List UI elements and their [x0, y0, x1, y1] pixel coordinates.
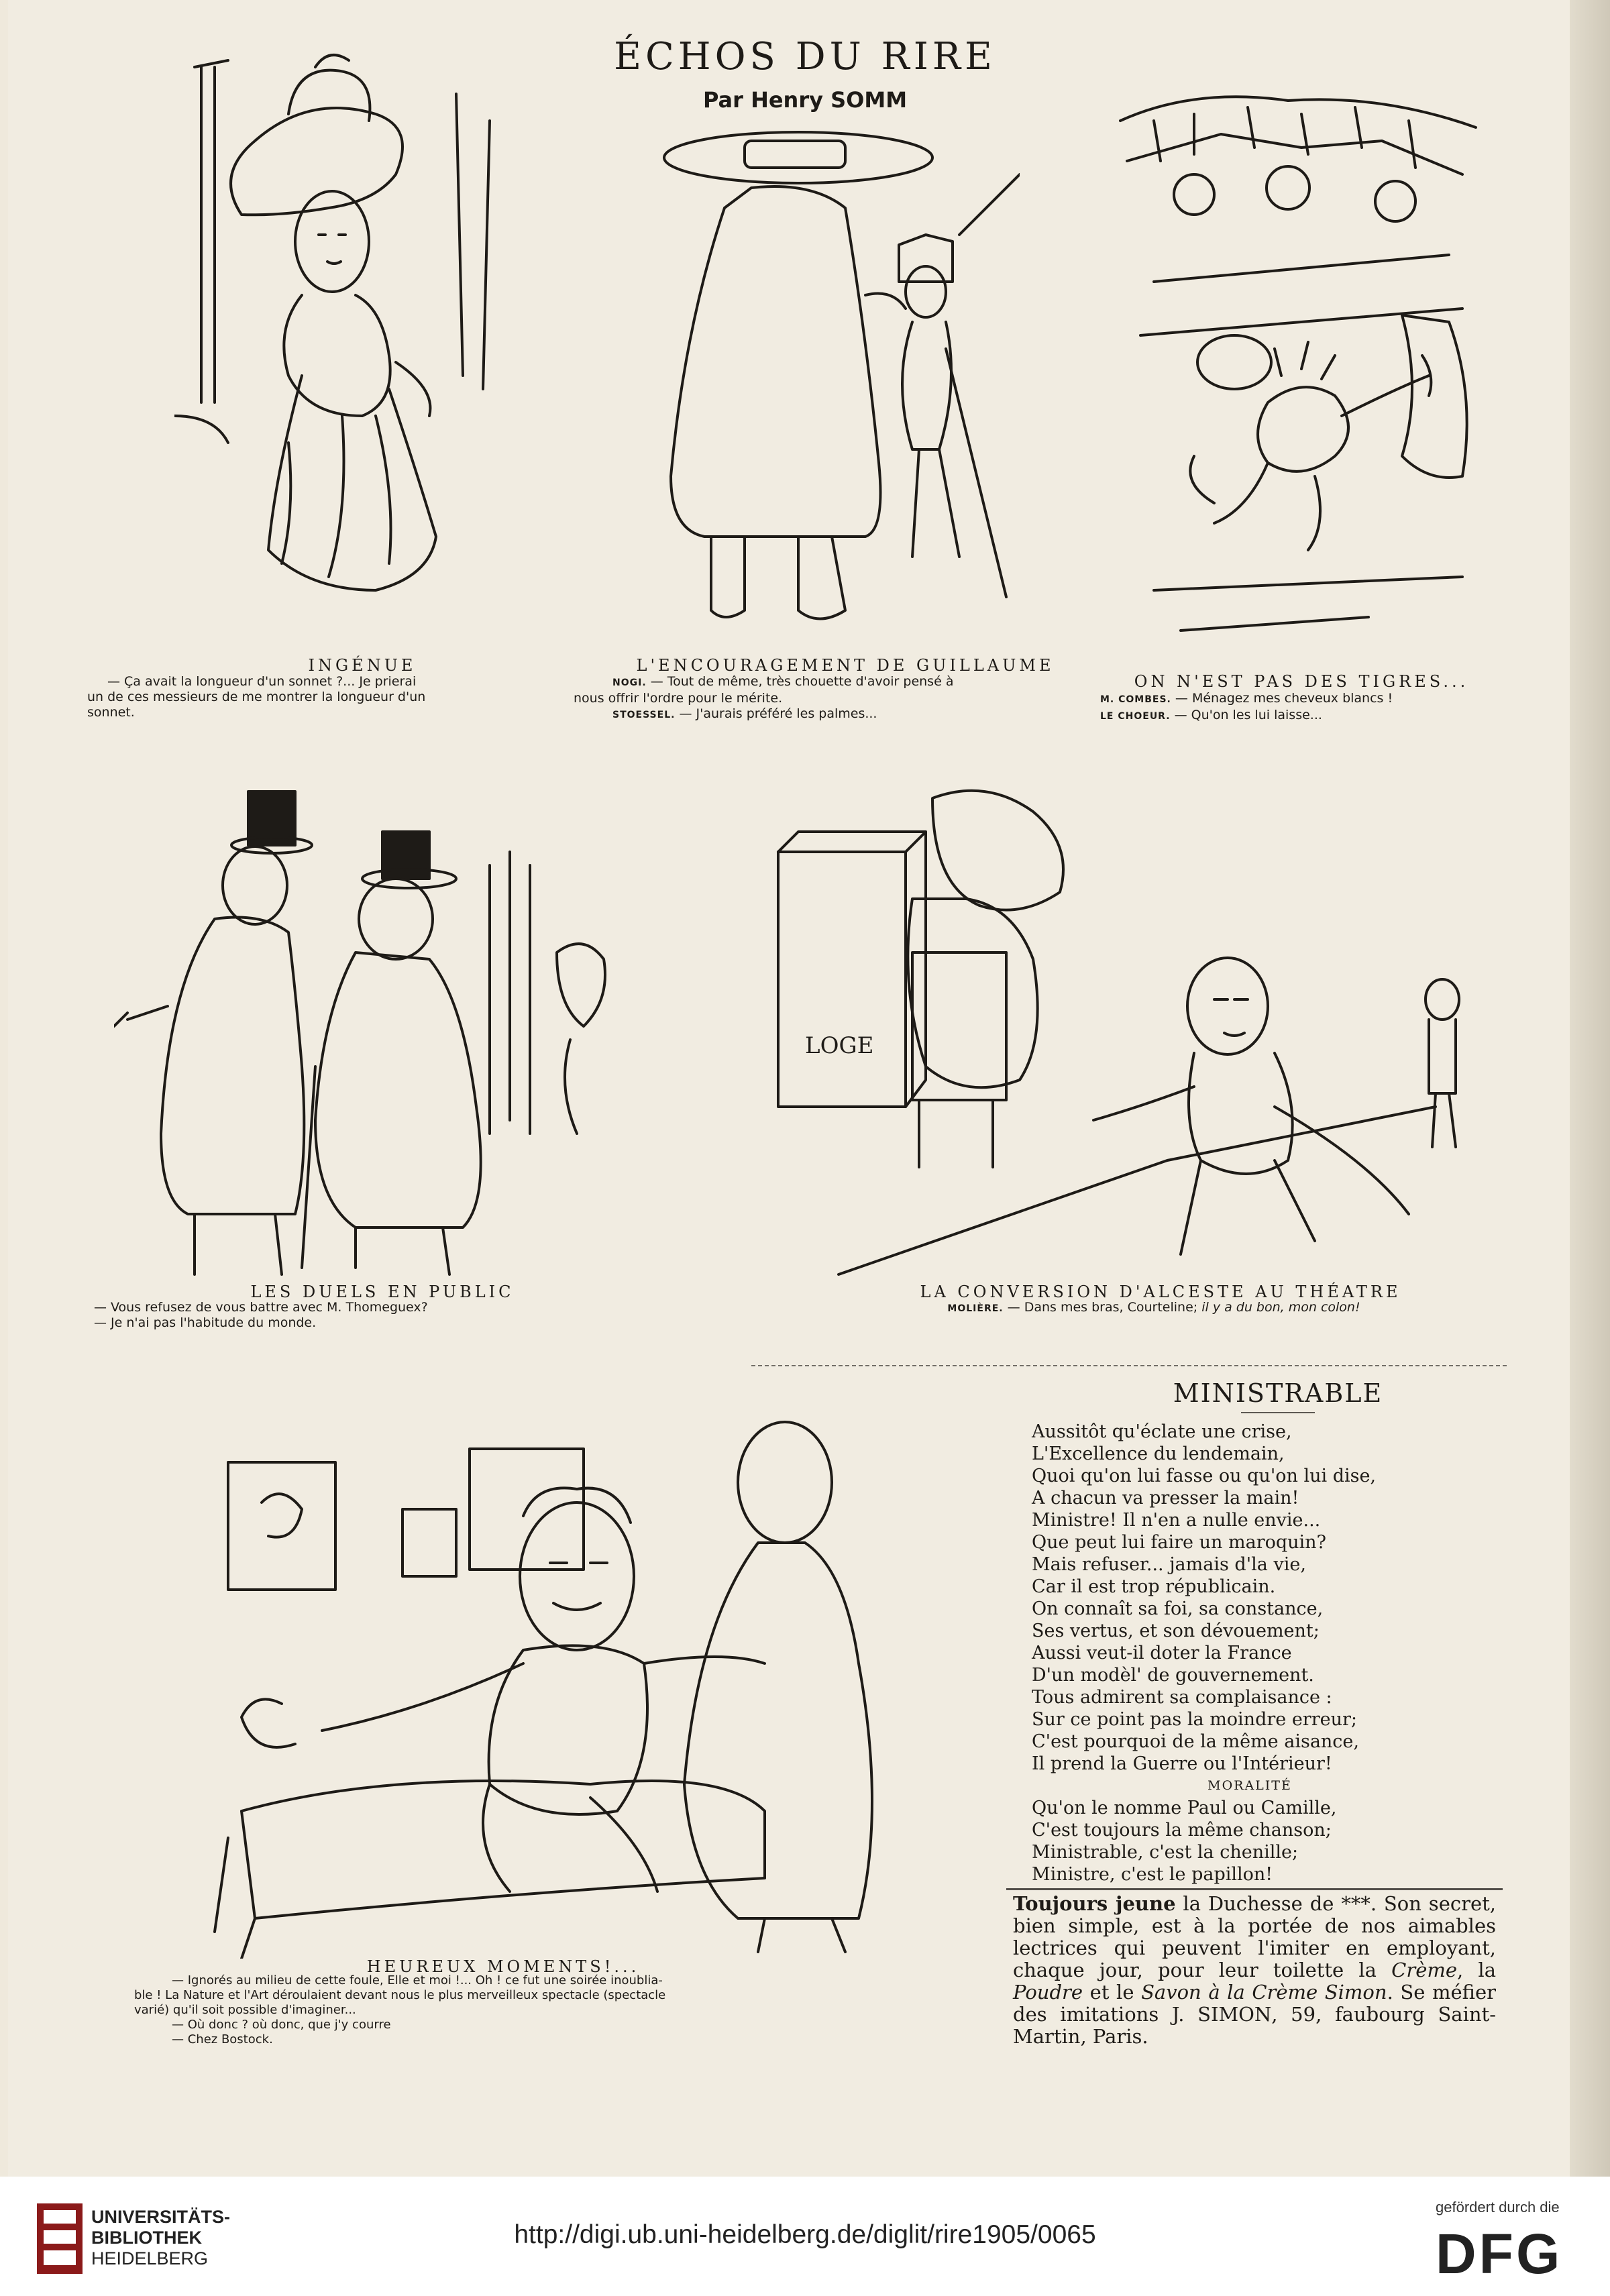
caption-line: — Où donc ? où donc, que j'y courre	[172, 2018, 391, 2032]
poem-line: L'Excellence du lendemain,	[1032, 1443, 1285, 1464]
illustration-guillaume	[644, 127, 1020, 644]
divider-ad	[1006, 1888, 1503, 1890]
poem-body	[1032, 1421, 1528, 1885]
caption-line: un de ces messieurs de me montrer la longueur d'un	[87, 690, 426, 704]
illustration-heureux	[188, 1409, 966, 1959]
poem-line: Aussi veut-il doter la France	[1032, 1643, 1292, 1663]
speaker-label: STOESSEL.	[612, 710, 676, 720]
divider-top	[751, 1365, 1509, 1366]
ad-text: la Duchesse de ***. Son secret, bien simple, est à la portée de nos aimables lectrices qui peuvent l'imiter en employant, chaque jour, pour leur toilette la	[1013, 1892, 1496, 1981]
caption-text-alceste	[852, 1300, 1456, 1317]
caption-line: sonnet.	[87, 705, 135, 720]
poem-line: C'est pourquoi de la même aisance,	[1032, 1731, 1359, 1752]
poem-line: Car il est trop républicain.	[1032, 1576, 1276, 1597]
poem-line: Aussitôt qu'éclate une crise,	[1032, 1421, 1292, 1442]
poem-line: Tous admirent sa complaisance :	[1032, 1687, 1332, 1708]
poem-moralite: MORALITÉ	[1208, 1778, 1292, 1793]
poem-title: MINISTRABLE	[1173, 1378, 1383, 1408]
ad-text: et le	[1083, 1981, 1142, 2004]
poem-line: Ministre, c'est le papillon!	[1032, 1864, 1273, 1885]
poem-line: A chacun va presser la main!	[1032, 1488, 1299, 1509]
advertisement	[1013, 1893, 1496, 2048]
speaker-label: NOGI.	[612, 677, 647, 688]
poem-line: Quoi qu'on lui fasse ou qu'on lui dise,	[1032, 1466, 1377, 1486]
poem-line: Mais refuser... jamais d'la vie,	[1032, 1554, 1306, 1575]
speaker-label: MOLIÈRE.	[947, 1303, 1004, 1314]
door-sign: LOGE	[805, 1032, 874, 1059]
caption-title-ingenue: INGÉNUE	[308, 656, 417, 675]
poem-line: D'un modèl' de gouvernement.	[1032, 1665, 1314, 1686]
caption-line: ble ! La Nature et l'Art déroulaient devant nous le plus merveilleux spectacle (spectacle	[134, 1988, 666, 2002]
ad-lead: Toujours jeune	[1013, 1892, 1176, 1915]
ad-text: , la	[1457, 1959, 1496, 1981]
library-line: UNIVERSITÄTS-	[91, 2207, 231, 2227]
ad-product: Savon à la Crème Simon	[1141, 1981, 1387, 2004]
library-line: BIBLIOTHEK	[91, 2228, 202, 2248]
poem-line: Que peut lui faire un maroquin?	[1032, 1532, 1327, 1553]
poem-line: Qu'on le nomme Paul ou Camille,	[1032, 1798, 1337, 1818]
caption-text-ingenue	[87, 674, 590, 720]
ad-product: Poudre	[1013, 1981, 1083, 2004]
caption-line: — Je n'ai pas l'habitude du monde.	[94, 1315, 317, 1330]
caption-title-alceste: LA CONVERSION D'ALCESTE AU THÉATRE	[920, 1282, 1401, 1301]
page-title: ÉCHOS DU RIRE	[614, 35, 996, 78]
page-edge	[1570, 0, 1610, 2177]
poem-line: C'est toujours la même chanson;	[1032, 1820, 1332, 1841]
caption-title-tigres: ON N'EST PAS DES TIGRES...	[1134, 672, 1469, 691]
caption-line: varié) qu'il soit possible d'imaginer...	[134, 2003, 356, 2017]
speaker-label: M. COMBES.	[1100, 694, 1171, 705]
caption-line: nous offrir l'ordre pour le mérite.	[574, 691, 783, 706]
caption-line: — Dans mes bras, Courteline;	[1007, 1300, 1198, 1315]
caption-line: — Chez Bostock.	[172, 2032, 273, 2046]
poem-line: Ministre! Il n'en a nulle envie...	[1032, 1510, 1321, 1531]
library-line: HEIDELBERG	[91, 2248, 209, 2268]
poem-line: On connaît sa foi, sa constance,	[1032, 1598, 1324, 1619]
caption-title-guillaume: L'ENCOURAGEMENT DE GUILLAUME	[636, 656, 1055, 675]
poem-line: Ses vertus, et son dévouement;	[1032, 1621, 1320, 1641]
caption-line: — J'aurais préféré les palmes...	[679, 706, 877, 721]
caption-line: — Tout de même, très chouette d'avoir pensé à	[650, 674, 954, 689]
byline: Par Henry SOMM	[702, 87, 908, 113]
funding-label: gefördert durch die	[1436, 2199, 1560, 2216]
caption-text-guillaume	[574, 674, 1083, 723]
poem-line: Sur ce point pas la moindre erreur;	[1032, 1709, 1357, 1730]
caption-line: — Ignorés au milieu de cette foule, Elle et moi !... Oh ! ce fut une soirée inoublia-	[172, 1973, 663, 1987]
dfg-logo: DFG	[1436, 2222, 1563, 2285]
caption-text-tigres	[1100, 691, 1516, 724]
ad-text: . Se méfier des imitations J.	[1013, 1981, 1496, 2026]
caption-line: — Ménagez mes cheveux blancs !	[1175, 691, 1393, 706]
poem-line: Il prend la Guerre ou l'Intérieur!	[1032, 1753, 1332, 1774]
ad-text: , 59, faubourg Saint-Martin, Paris.	[1013, 2003, 1496, 2048]
caption-text-duels	[94, 1300, 631, 1331]
caption-line: — Ça avait la longueur d'un sonnet ?... Je prierai	[107, 674, 417, 689]
illustration-ingenue	[174, 40, 550, 644]
poem-title-rule	[1241, 1412, 1315, 1413]
ad-brand: SIMON	[1197, 2003, 1272, 2026]
caption-italic: il y a du bon, mon colon!	[1201, 1300, 1360, 1315]
illustration-duels	[114, 785, 651, 1281]
caption-line: — Qu'on les lui laisse...	[1174, 708, 1322, 722]
illustration-alceste	[765, 785, 1503, 1281]
caption-title-heureux: HEUREUX MOMENTS!...	[366, 1957, 640, 1976]
caption-text-heureux	[134, 1973, 899, 2047]
caption-title-duels: LES DUELS EN PUBLIC	[250, 1282, 515, 1301]
ad-product: Crème	[1391, 1959, 1458, 1981]
caption-line: — Vous refusez de vous battre avec M. Thomeguex?	[94, 1300, 428, 1315]
speaker-label: LE CHOEUR.	[1100, 711, 1171, 722]
source-url-link[interactable]: http://digi.ub.uni-heidelberg.de/diglit/rire1905/0065	[514, 2220, 1096, 2249]
illustration-tigres	[1114, 80, 1489, 657]
poem-line: Ministrable, c'est la chenille;	[1032, 1842, 1299, 1863]
